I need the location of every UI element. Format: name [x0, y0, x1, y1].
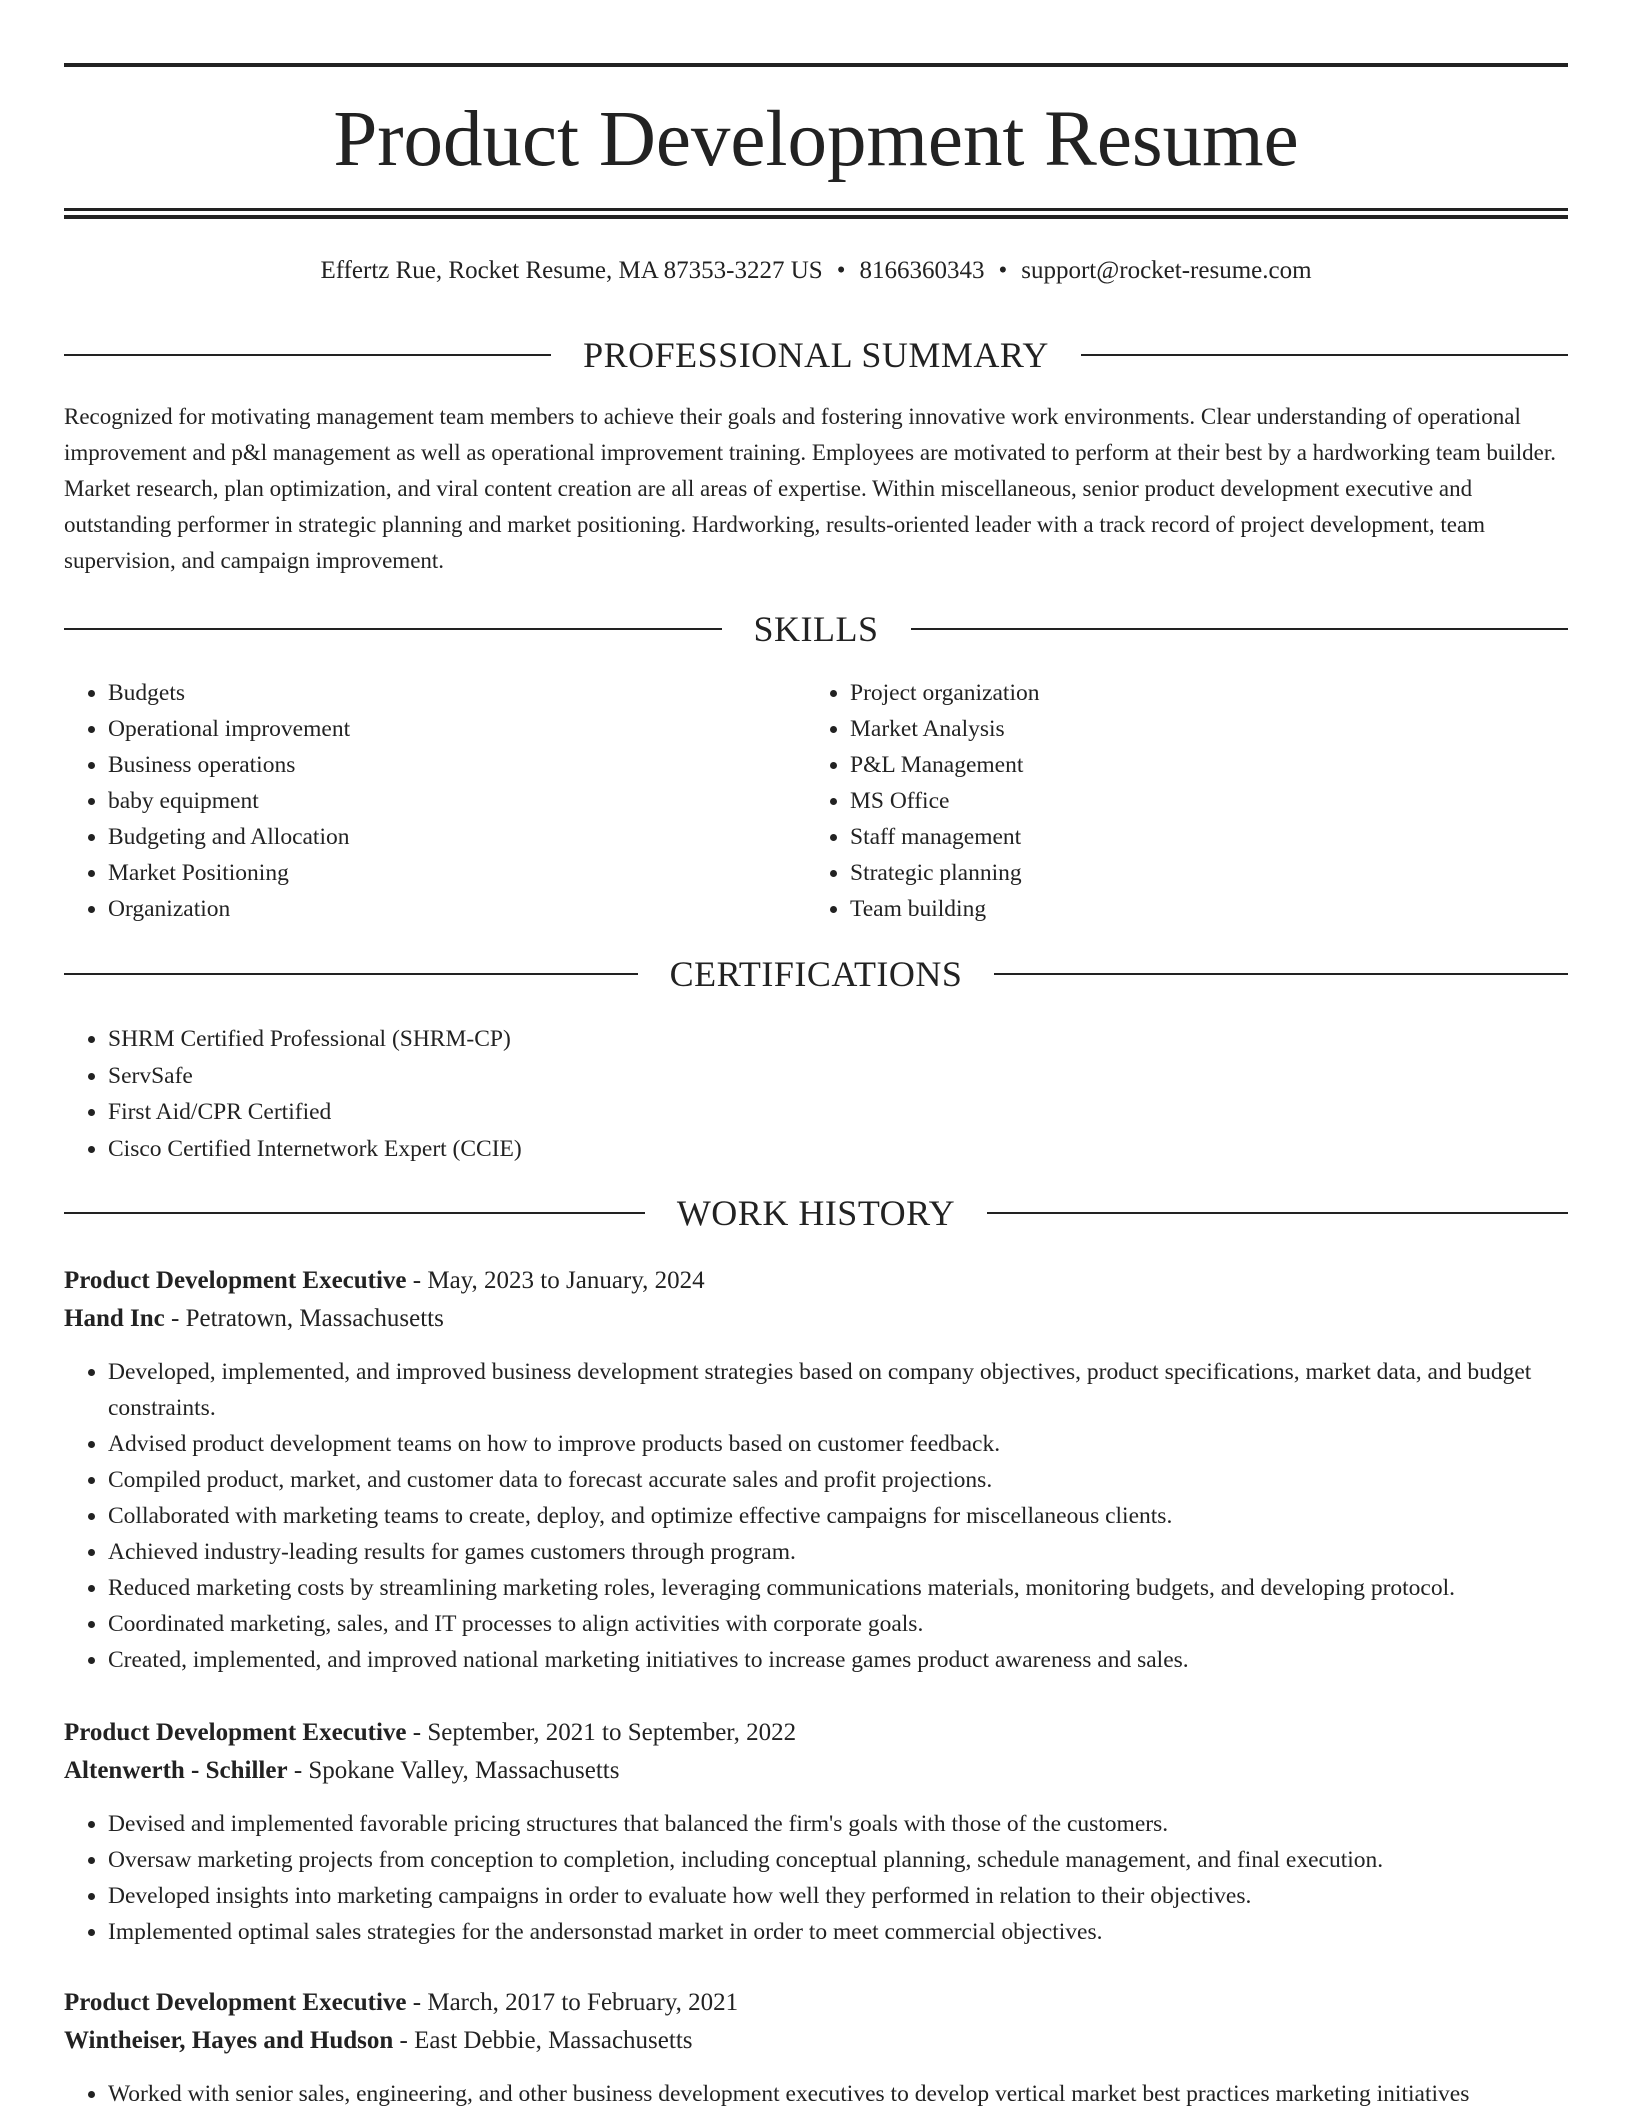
job-bullet: • Developed insights into marketing campaigns in order to evaluate how well they performed in relation to their objectives. — [108, 1878, 1568, 1914]
job-dates: March, 2017 to February, 2021 — [427, 1989, 739, 2016]
skill-item: • Operational improvement — [108, 711, 804, 747]
job-header: Product Development Executive - May, 2023 to January, 2024 — [64, 1267, 705, 1294]
job-header: Product Development Executive - March, 2017 to February, 2021 — [64, 1989, 739, 2016]
job-bullets — [64, 2076, 1568, 2112]
job-company: Wintheiser, Hayes and Hudson — [64, 2027, 394, 2054]
skill-item: • Strategic planning — [850, 855, 1546, 891]
title-double-rule-lower — [64, 215, 1568, 219]
skill-item: • Market Analysis — [850, 711, 1546, 747]
heading-rule — [911, 628, 1569, 630]
contact-address: Effertz Rue, Rocket Resume, MA 87353-3227 US — [320, 257, 823, 284]
job-location: Spokane Valley, Massachusetts — [308, 1757, 620, 1784]
skill-item: • baby equipment — [108, 783, 804, 819]
summary-heading: PROFESSIONAL SUMMARY — [583, 335, 1049, 375]
skills-list-left — [64, 675, 804, 927]
summary-text: Recognized for motivating management team members to achieve their goals and fostering innovative work environments. Clear understanding of operational improvement and p&l management as well as operational improvement training. Employees are motivated to perform at their best by a hardworking team builder. Market research, plan optimization, and viral content creation are all areas of expertise. Within miscellaneous, senior product development executive and outstanding performer in strategic planning and market positioning. Hardworking, results-oriented leader with a track record of project development, team supervision, and campaign improvement. — [64, 404, 1557, 573]
job-bullet: • Reduced marketing costs by streamlining marketing roles, leveraging communications materials, monitoring budgets, and developing protocol. — [108, 1570, 1568, 1606]
job-employer: Wintheiser, Hayes and Hudson - East Debbie, Massachusetts — [64, 2027, 693, 2054]
job-bullet: • Advised product development teams on how to improve products based on customer feedback. — [108, 1426, 1568, 1462]
skill-item: • Business operations — [108, 747, 804, 783]
certification-item: • Cisco Certified Internetwork Expert (CCIE) — [108, 1131, 1568, 1167]
contact-line — [64, 254, 1568, 288]
skill-item: • Budgets — [108, 675, 804, 711]
job-company: Altenwerth - Schiller — [64, 1757, 288, 1784]
skills-column-right — [806, 675, 1546, 927]
job-bullet: • Devised and implemented favorable pricing structures that balanced the firm's goals with those of the customers. — [108, 1806, 1568, 1842]
heading-rule — [64, 354, 551, 356]
skill-item: • Team building — [850, 891, 1546, 927]
heading-rule — [987, 1212, 1568, 1214]
job-title: Product Development Executive — [64, 1719, 407, 1746]
job-employer: Altenwerth - Schiller - Spokane Valley, Massachusetts — [64, 1757, 620, 1784]
certification-item: • First Aid/CPR Certified — [108, 1094, 1568, 1130]
job-location: East Debbie, Massachusetts — [414, 2027, 693, 2054]
job-bullet: • Compiled product, market, and customer data to forecast accurate sales and profit projections. — [108, 1462, 1568, 1498]
job-bullet: • Created, implemented, and improved national marketing initiatives to increase games product awareness and sales. — [108, 1642, 1568, 1678]
job-bullet: • Worked with senior sales, engineering, and other business development executives to develop vertical market best practices marketing initiatives — [108, 2076, 1568, 2112]
skill-item: • Staff management — [850, 819, 1546, 855]
job-bullet: • Developed, implemented, and improved business development strategies based on company objectives, product specifications, market data, and budget constraints. — [108, 1354, 1568, 1426]
heading-rule — [64, 628, 722, 630]
certification-item: • ServSafe — [108, 1058, 1568, 1094]
contact-separator: • — [836, 257, 846, 284]
job-bullets — [64, 1806, 1568, 1950]
certification-item: • SHRM Certified Professional (SHRM-CP) — [108, 1021, 1568, 1057]
job-dates: September, 2021 to September, 2022 — [427, 1719, 797, 1746]
job-bullet: • Achieved industry-leading results for games customers through program. — [108, 1534, 1568, 1570]
skill-item: • Market Positioning — [108, 855, 804, 891]
skill-item: • Budgeting and Allocation — [108, 819, 804, 855]
job-title: Product Development Executive — [64, 1989, 407, 2016]
skills-heading-row — [64, 607, 1568, 651]
skills-column-left — [64, 675, 804, 927]
certifications-list — [64, 1021, 1568, 1167]
heading-rule — [64, 973, 638, 975]
heading-rule — [1081, 354, 1568, 356]
job-company: Hand Inc — [64, 1305, 165, 1332]
contact-separator: • — [998, 257, 1008, 284]
job-bullet: • Oversaw marketing projects from conception to completion, including conceptual planning, schedule management, and final execution. — [108, 1842, 1568, 1878]
resume-title: Product Development Resume — [333, 96, 1299, 183]
job-employer: Hand Inc - Petratown, Massachusetts — [64, 1305, 444, 1332]
skill-item: • Project organization — [850, 675, 1546, 711]
job-bullets — [64, 1354, 1568, 1678]
job-bullet: • Collaborated with marketing teams to create, deploy, and optimize effective campaigns for miscellaneous clients. — [108, 1498, 1568, 1534]
skills-heading: SKILLS — [753, 609, 879, 649]
skills-list-right — [806, 675, 1546, 927]
job-entry — [64, 1714, 1568, 1950]
summary-heading-row — [64, 333, 1568, 377]
work-heading: WORK HISTORY — [676, 1193, 956, 1233]
job-header: Product Development Executive - September, 2021 to September, 2022 — [64, 1719, 797, 1746]
heading-rule — [994, 973, 1568, 975]
job-entry — [64, 1262, 1568, 1678]
heading-rule — [64, 1212, 645, 1214]
job-title: Product Development Executive — [64, 1267, 407, 1294]
skill-item: • P&L Management — [850, 747, 1546, 783]
job-entry — [64, 1984, 1568, 2112]
skill-item: • Organization — [108, 891, 804, 927]
job-dates: May, 2023 to January, 2024 — [427, 1267, 705, 1294]
job-location: Petratown, Massachusetts — [185, 1305, 444, 1332]
top-rule — [64, 63, 1568, 67]
certifications-block — [64, 1021, 1568, 1168]
work-heading-row — [64, 1191, 1568, 1235]
title-double-rule-upper — [64, 208, 1568, 211]
certifications-heading: CERTIFICATIONS — [669, 954, 963, 994]
certifications-heading-row — [64, 952, 1568, 996]
job-bullet: • Implemented optimal sales strategies for the andersonstad market in order to meet commercial objectives. — [108, 1914, 1568, 1950]
skill-item: • MS Office — [850, 783, 1546, 819]
contact-email: support@rocket-resume.com — [1021, 257, 1312, 284]
contact-phone: 8166360343 — [859, 257, 985, 284]
job-bullet: • Coordinated marketing, sales, and IT processes to align activities with corporate goals. — [108, 1606, 1568, 1642]
